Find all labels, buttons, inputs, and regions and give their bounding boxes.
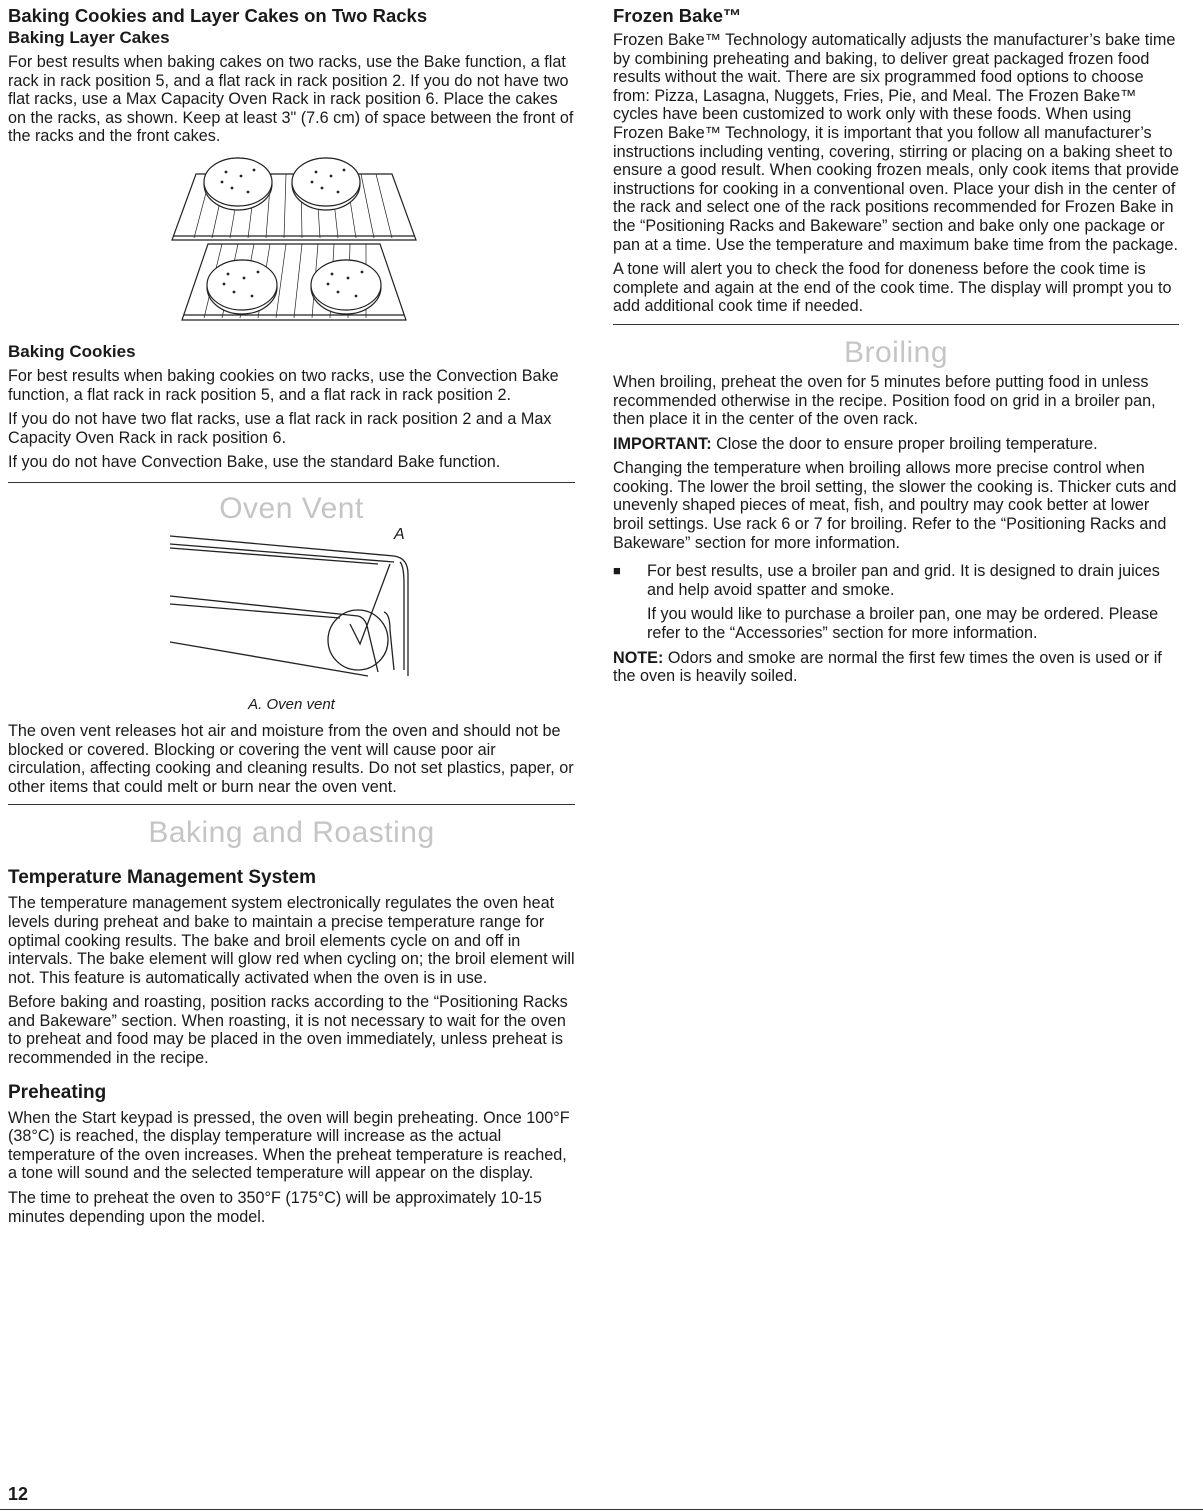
- heading-two-racks: Baking Cookies and Layer Cakes on Two Racks: [8, 5, 428, 26]
- rack-illustration: [166, 152, 575, 327]
- broiling-text-1: When broiling, preheat the oven for 5 minutes before putting food in unless recommended otherwise in the recipe. Position food on grid in a broiler pan, then place it in the center of the oven rack.: [613, 372, 1156, 429]
- broiling-note: [613, 649, 1179, 686]
- broiler-pan-bullet: [613, 562, 1179, 642]
- preheat-text-1: When the Start keypad is pressed, the oven will begin preheating. Once 100°F (38°C) is reached, the display temperature will increase as the actual temperature of the oven increases. When the preheat temperature is reached, a tone will sound and the selected temperature will appear on the display.: [8, 1108, 570, 1183]
- left-column: [8, 0, 575, 1226]
- two-racks-diagram-icon: [166, 152, 422, 327]
- divider: [613, 324, 1179, 325]
- heading-baking-cookies: Baking Cookies: [8, 341, 136, 361]
- heading-layer-cakes: Baking Layer Cakes: [8, 28, 170, 47]
- heading-frozen-bake: Frozen Bake™: [613, 5, 742, 26]
- note-label: NOTE:: [613, 648, 664, 667]
- frozen-bake-text-1: Frozen Bake™ Technology automatically adjusts the manufacturer’s bake time by combining preheating and baking, to deliver great packaged frozen food results without the wait. There are six programmed food options to choose from: Pizza, Lasagna, Nuggets, Fries, Pie, and Meal. The Frozen Bake™ cycles have been customized to work only with these foods. When using Frozen Bake™ Technology, it is important that you follow all manufacturer’s instructions including venting, covering, stirring or placing on a baking sheet to ensure a good result. When cooking frozen meals, only cook items that provide instructions for cooking in a conventional oven. Place your dish in the center of the rack and select one of the rack positions recommended for Frozen Bake in the “Positioning Racks and Bakeware” section and bake only one package or pan at a time. Use the temperature and maximum bake time from the package.: [613, 31, 1179, 254]
- preheat-text-2: The time to preheat the oven to 350°F (175°C) will be approximately 10-15 minutes depending upon the model.: [8, 1189, 542, 1226]
- tms-text-2: Before baking and roasting, position racks according to the “Positioning Racks and Bakeware” section. When roasting, it is not necessary to wait for the oven to preheat and food may be placed in the oven immediately, unless preheat is recommended in the recipe.: [8, 993, 568, 1068]
- section-baking-roasting: Baking and Roasting: [148, 816, 435, 850]
- bullet-square-icon: ■: [613, 563, 621, 579]
- divider: [8, 804, 575, 805]
- broiling-important: [613, 435, 1179, 454]
- note-text: Odors and smoke are normal the first few times the oven is used or if the oven is heavily soiled.: [613, 648, 1162, 686]
- important-text: Close the door to ensure proper broiling temperature.: [711, 434, 1098, 453]
- bullet-text-2: If you would like to purchase a broiler pan, one may be ordered. Please refer to the “Accessories” section for more information.: [647, 605, 1159, 643]
- broiling-text-3: Changing the temperature when broiling allows more precise control when cooking. The lower the broil setting, the slower the cooking is. Thicker cuts and unevenly shaped pieces of meat, fish, and poultry may cook better at lower broil settings. Use rack 6 or 7 for broiling. Refer to the “Positioning Racks and Bakeware” section for more information.: [613, 459, 1177, 552]
- tms-text: The temperature management system electronically regulates the oven heat levels during preheat and bake to maintain a precise temperature range for optimal cooking results. The bake and broil elements cycle on and off in intervals. The bake element will glow red when cycling on; the broil element will not. This feature is automatically activated when the oven is in use.: [8, 894, 575, 987]
- callout-a: A: [394, 525, 405, 543]
- section-broiling: Broiling: [843, 335, 949, 369]
- frozen-bake-text-2: A tone will alert you to check the food for doneness before the cook time is complete and again at the end of the cook time. The display will prompt you to add additional cook time if needed.: [613, 260, 1172, 316]
- oven-vent-diagram-icon: [168, 534, 418, 686]
- oven-vent-text: The oven vent releases hot air and moisture from the oven and should not be blocked or covered. Blocking or covering the vent will cause poor air circulation, affecting cooking and cleaning results. Do not set plastics, paper, or other items that could melt or burn near the oven vent.: [8, 721, 574, 796]
- section-oven-vent: Oven Vent: [219, 491, 364, 525]
- bottom-divider: [0, 1509, 1203, 1510]
- page-number: 12: [8, 1484, 29, 1504]
- important-label: IMPORTANT:: [613, 434, 712, 453]
- cookies-text-2: If you do not have two flat racks, use a flat rack in rack position 2 and a Max Capacity Oven Rack in rack position 6.: [8, 410, 552, 447]
- cookies-text-3: If you do not have Convection Bake, use the standard Bake function.: [8, 453, 501, 472]
- heading-temperature-management: Temperature Management System: [8, 867, 316, 889]
- oven-vent-caption: A. Oven vent: [248, 695, 335, 713]
- layer-cakes-text: For best results when baking cakes on two racks, use the Bake function, a flat rack in rack position 5, and a flat rack in rack position 2. If you do not have two flat racks, use a Max Capacity Oven Rack in rack position 6. Place the cakes on the racks, as shown. Keep at least 3" (7.6 cm) of space between the front of the racks and the front cakes.: [8, 53, 574, 146]
- divider: [8, 482, 575, 483]
- bullet-text-1: For best results, use a broiler pan and grid. It is designed to drain juices and help avoid spatter and smoke.: [647, 562, 1160, 599]
- right-column: [613, 0, 1179, 686]
- oven-vent-illustration: [168, 525, 418, 686]
- heading-preheating: Preheating: [8, 1081, 107, 1103]
- cookies-text-1: For best results when baking cookies on two racks, use the Convection Bake function, a flat rack in rack position 5, and a flat rack in rack position 2.: [8, 366, 559, 404]
